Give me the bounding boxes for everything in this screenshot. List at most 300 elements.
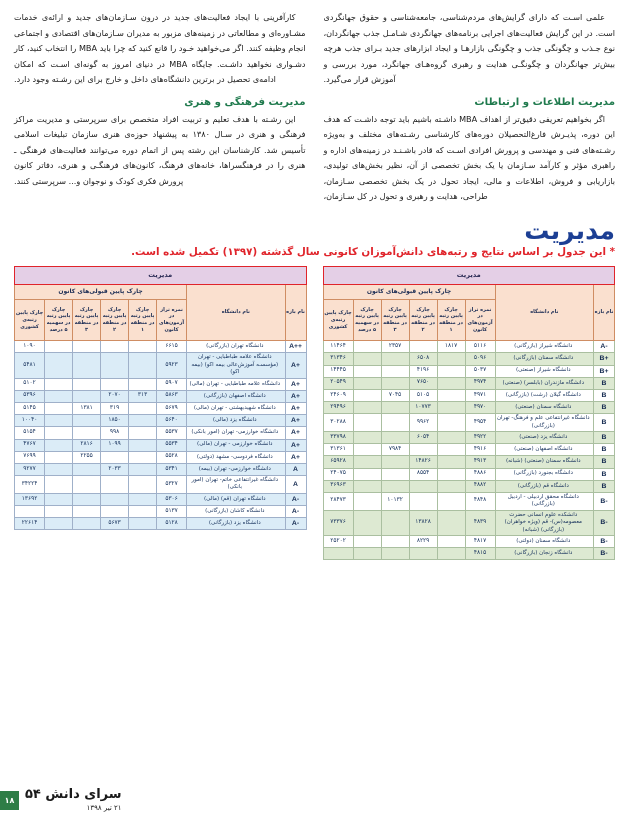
table-body [15,341,307,530]
cell-quota5 [353,492,381,510]
cell-region2: ۷۶۵۰ [409,377,437,389]
cell-region1 [129,451,157,463]
cell-region1 [129,518,157,530]
cell-university: دانشگاه سمنان (دولتی) [495,536,593,548]
col-head-taraz: نمره تراز در آزمون‌های کانون [465,300,495,341]
cell-quota5 [353,510,381,535]
col-head-region1: چارک پایین رتبه در منطقه ۱ [129,300,157,341]
cell-university: دانشگاه غیرانتفاعی علم و فرهنگ- تهران (بازرگانی) [495,414,593,432]
cell-country: ۱۳۶۹۲ [15,493,45,505]
ranking-table-continuation [323,266,616,560]
cell-region1 [437,444,465,456]
cell-country: ۹۲۷۷ [15,463,45,475]
table-row [323,402,615,414]
table-row [323,389,615,401]
cell-quota5 [45,463,73,475]
cell-region2 [101,451,129,463]
cell-taraz: ۶۶۱۵ [157,341,187,353]
section-heading-cultural-art: مدیریت فرهنگی و هنری [184,96,306,108]
paragraph: کارآفرینی با ایجاد فعالیت‌های جدید در درون سـازمان‌های جدید و ارائه‌ی خدمات مشـاوره‌ای و مطالعاتی در زمینه‌های مزبور به مدیران سـازمان‌های اقتصادی و اجتماعی انجام وظیفه کنند. اگر می‌خواهید خـود را قانع کنید که چرا باید MBA را انتخاب کنید، کار دشـواری نخواهید داشـت. جایگاه MBA در دنیای امروز به گونه‌ای اسـت که امکان ادامه‌ی تحصیل در برترین دانشگاه‌های داخل و خارج برای این رشـته وجود دارد. [14,12,306,85]
cell-quota5 [353,377,381,389]
table-row [323,365,615,377]
cell-country: ۲۴۶۰۹ [323,389,353,401]
cell-region2: ۱۰۷۷۳ [409,402,437,414]
cell-taraz: ۴۸۸۶ [465,468,495,480]
section-heading-info-communication: مدیریت اطلاعات و ارتباطات [474,96,615,108]
cell-band: A++ [285,341,306,353]
col-head-quota5: چارک پایین رتبه در سهمیه ۵ درصد [353,300,381,341]
col-head-university: نام دانشگاه [495,285,593,341]
cell-region3 [73,427,101,439]
cell-region2: ۵۶۷۳ [101,518,129,530]
cell-quota5 [353,341,381,353]
col-head-university: نام دانشگاه [187,285,285,341]
cell-taraz: ۵۳۲۷ [157,476,187,494]
cell-country: ۵۱۴۵ [15,402,45,414]
cell-university: دانشگاه خوارزمی - تهران (مالی) [187,439,285,451]
cell-country: ۴۷۶۷ [15,439,45,451]
cell-university: دانشگاه تهران (بازرگانی) [187,341,285,353]
col-head-quota5: چارک پایین رتبه در سهمیه ۵ درصد [45,300,73,341]
table-row [15,476,307,494]
col-head-region3: چارک پایین رتبه در منطقه ۳ [73,300,101,341]
cell-band: A [285,463,306,475]
cell-region3 [381,414,409,432]
table-row [15,402,307,414]
cell-band: B [594,444,615,456]
cell-region2: ۱۰۹۹ [101,439,129,451]
cell-region3: ۲۳۵۷ [381,341,409,353]
cell-university: دانشگاه شهیدبهشتی - تهران (مالی) [187,402,285,414]
cell-region1 [129,506,157,518]
cell-quota5 [353,536,381,548]
col-head-region3: چارک پایین رتبه در منطقه ۳ [381,300,409,341]
cell-taraz: ۴۹۷۴ [465,377,495,389]
cell-university: دانشگاه یزد (بازرگانی) [187,518,285,530]
cell-country [323,548,353,560]
cell-region2 [101,493,129,505]
cell-band: A+ [285,427,306,439]
col-head-region2: چارک پایین رتبه در منطقه ۲ [409,300,437,341]
cell-university: دانشگاه گیلان (رشت) (بازرگانی) [495,389,593,401]
cell-quota5 [353,365,381,377]
cell-country: ۲۰۵۴۹ [323,377,353,389]
cell-country: ۷۶۹۹ [15,451,45,463]
cell-region2: ۱۳۸۲۸ [409,510,437,535]
cell-country: ۳۶۹۶۳ [323,480,353,492]
table-title: مدیریت [15,267,307,285]
cell-band: B [594,432,615,444]
cell-country: ۵۱۰۲ [15,378,45,390]
table-row [323,353,615,365]
table-row [323,492,615,510]
cell-quota5 [45,390,73,402]
cell-country: ۳۰۲۸۸ [323,414,353,432]
cell-region3 [73,390,101,402]
cell-quota5 [45,341,73,353]
cell-university: دانشگاه کاشان (بازرگانی) [187,506,285,518]
table-row [323,414,615,432]
cell-band: A- [285,493,306,505]
cell-taraz: ۴۸۴۸ [465,492,495,510]
cell-region3 [73,463,101,475]
cell-taraz: ۴۸۱۷ [465,536,495,548]
table-row [15,493,307,505]
cell-band: B- [594,536,615,548]
cell-quota5 [353,389,381,401]
cell-band: B [594,402,615,414]
col-head-country: چارک پایین رتبه‌ی کشوری [15,300,45,341]
cell-region3 [73,415,101,427]
cell-region3 [381,548,409,560]
cell-band: A- [285,506,306,518]
table-row [323,432,615,444]
cell-band: A [285,476,306,494]
footer-inner [0,788,122,812]
cell-region2: ۹۹۸ [101,427,129,439]
cell-region3 [381,480,409,492]
cell-region3 [381,536,409,548]
col-head-country: چارک پایین رتبه‌ی کشوری [323,300,353,341]
cell-region2: ۱۴۸۲۶ [409,456,437,468]
cell-region3 [381,353,409,365]
cell-region1 [129,427,157,439]
table-row [323,468,615,480]
left-table-wrapper [323,266,616,560]
table-row [15,451,307,463]
cell-band: B [594,414,615,432]
cell-university: دانشگاه علامه طباطبایی - تهران (مالی) [187,378,285,390]
table-head [15,267,307,341]
cell-taraz: ۵۱۳۷ [157,506,187,518]
cell-region3 [73,506,101,518]
cell-region3 [381,456,409,468]
cell-region1 [129,402,157,414]
cell-band: A+ [285,451,306,463]
cell-taraz: ۴۹۱۶ [465,444,495,456]
cell-quota5 [45,451,73,463]
cell-university: دانشگاه بجنورد (بازرگانی) [495,468,593,480]
cell-university: دانشگاه فردوسی- مشهد (دولتی) [187,451,285,463]
cell-country: ۶۵۹۲۸ [323,456,353,468]
cell-region1 [437,492,465,510]
cell-university: دانشگاه اصفهان (بازرگانی) [187,390,285,402]
cell-taraz: ۵۱۲۸ [157,518,187,530]
cell-region2: ۶۰۵۴ [409,432,437,444]
cell-university: دانشگاه مازندران (بابلسر) (صنعتی) [495,377,593,389]
cell-taraz: ۴۹۷۰ [465,402,495,414]
cell-band: A- [285,518,306,530]
cell-region1 [437,414,465,432]
cell-taraz: ۵۵۲۸ [157,451,187,463]
cell-country: ۳۴۲۲۴ [15,476,45,494]
cell-region1 [437,536,465,548]
cell-taraz: ۵۱۱۶ [465,341,495,353]
cell-country: ۳۳۷۹۸ [323,432,353,444]
cell-quota5 [45,439,73,451]
table-row [323,341,615,353]
article-columns [14,10,615,212]
cell-country: ۷۳۳۷۶ [323,510,353,535]
cell-region2: ۸۵۵۴ [409,468,437,480]
cell-taraz: ۵۹۰۷ [157,378,187,390]
publication-date: ۲۱ تیر ۱۳۹۸ [86,803,122,812]
cell-quota5 [45,378,73,390]
table-row [15,439,307,451]
cell-taraz: ۴۸۱۵ [465,548,495,560]
cell-region2: ۵۱۰۵ [409,389,437,401]
cell-region3: ۲۲۵۵ [73,451,101,463]
cell-region3 [73,518,101,530]
ranking-table-main [14,266,307,530]
cell-university: دانشگاه یزد (مالی) [187,415,285,427]
table-row [15,427,307,439]
cell-region2 [101,378,129,390]
table-row [15,378,307,390]
cell-taraz: ۵۶۷۹ [157,402,187,414]
cell-region1 [129,463,157,475]
cell-region3: ۱۰۱۳۲ [381,492,409,510]
cell-country: ۵۳۹۶ [15,390,45,402]
cell-region2 [101,341,129,353]
table-row [15,415,307,427]
cell-region2: ۸۲۲۹ [409,536,437,548]
cell-country: ۲۲۶۱۴ [15,518,45,530]
cell-university: دانشگاه غیرانتفاعی خاتم- تهران (امور بانکی) [187,476,285,494]
cell-region3 [381,432,409,444]
group-header: چارک پایین قبولی‌های کانون [15,285,187,300]
cell-region1 [437,432,465,444]
paragraph: علمی اسـت که دارای گرایش‌های مردم‌شناسی، جامعه‌شناسی و حقوق جهانگردی است. در این گرایش فعالیت‌های اجرایی برنامه‌های جهانگردی شـامـل جذب جهانگردان، نوع جـذب و چگونگی جذب و چگونگی بازارهـا و ایجاد ابزارهای جدید بـرای جذب هرچه بیش‌تر جهانگردان و چگونگـی هدایت و رهبری گروه‌هـای جهانگرد، مورد بررسی و آموزش قرار می‌گیرد. [323,12,615,85]
cell-band: B [594,456,615,468]
cell-region2: ۱۸۵۰ [101,415,129,427]
cell-university: دانشگاه یزد (صنعتی) [495,432,593,444]
cell-country: ۵۱۵۴ [15,427,45,439]
page-footer [0,788,615,812]
cell-region2: ۳۱۹ [101,402,129,414]
cell-region3 [73,341,101,353]
cell-region3: ۱۳۸۱ [73,402,101,414]
cell-region2 [101,353,129,378]
cell-region1 [129,353,157,378]
cell-region1: ۳۱۳ [129,390,157,402]
cell-country: ۱۰۹۰ [15,341,45,353]
cell-region1 [437,389,465,401]
cell-quota5 [353,353,381,365]
cell-region1 [437,456,465,468]
cell-quota5 [353,432,381,444]
cell-university: دانشگاه خوارزمی- تهران (امور بانکی) [187,427,285,439]
cell-university: دانشگاه زنجان (بازرگانی) [495,548,593,560]
table-note: * این جدول بر اساس نتایج و رتبه‌های دانش‌آموزان کانونی سال گذشته (۱۳۹۷) تکمیل شده است. [131,245,615,258]
cell-country: ۲۹۴۹۶ [323,402,353,414]
cell-university: دانشکده علوم انسانی حضرت معصومه(س)- قم (ویژه خواهران) (بازرگانی) (شبانه) [495,510,593,535]
cell-band: A+ [285,390,306,402]
group-header: چارک پایین قبولی‌های کانون [323,285,495,300]
cell-quota5 [45,518,73,530]
footer-text [25,788,122,812]
cell-region3 [381,468,409,480]
table-row [15,518,307,530]
cell-region3: ۷۹۸۴ [381,444,409,456]
cell-band: B [594,480,615,492]
cell-country: ۳۱۳۶۱ [323,444,353,456]
cell-country: ۲۸۴۷۳ [323,492,353,510]
cell-band: B- [594,548,615,560]
cell-university: دانشگاه محقق اردبیلی - اردبیل (بازرگانی) [495,492,593,510]
right-table-wrapper [14,266,307,530]
cell-taraz: ۴۸۸۲ [465,480,495,492]
cell-region1: ۱۸۱۷ [437,341,465,353]
cell-band: A+ [285,378,306,390]
cell-university: دانشگاه سمنان (صنعتی) (شبانه) [495,456,593,468]
cell-taraz: ۵۸۶۳ [157,390,187,402]
cell-region1 [437,402,465,414]
cell-quota5 [45,353,73,378]
cell-region1 [129,378,157,390]
table-row [323,444,615,456]
cell-region1 [129,476,157,494]
cell-region2: ۹۹۶۲ [409,414,437,432]
cell-country: ۲۵۲۰۲ [323,536,353,548]
col-head-band: نام بازه [594,285,615,341]
cell-country: ۵۴۸۱ [15,353,45,378]
cell-region3: ۷۰۴۵ [381,389,409,401]
cell-quota5 [45,402,73,414]
col-head-band: نام بازه [285,285,306,341]
cell-region1 [129,493,157,505]
cell-taraz: ۵۳۰۶ [157,493,187,505]
cell-university: دانشگاه اصفهان (صنعتی) [495,444,593,456]
cell-region2 [409,444,437,456]
col-head-taraz: نمره تراز در آزمون‌های کانون [157,300,187,341]
cell-country: ۳۱۳۴۶ [323,353,353,365]
cell-region1 [437,353,465,365]
cell-region1 [129,415,157,427]
cell-taraz: ۵۵۳۴ [157,439,187,451]
cell-taraz: ۵۳۴۱ [157,463,187,475]
page-number-badge: ۱۸ [0,791,19,810]
cell-region1 [437,365,465,377]
cell-quota5 [45,415,73,427]
tables-row [14,266,615,560]
cell-taraz: ۵۰۹۶ [465,353,495,365]
cell-region3 [73,353,101,378]
cell-country: ۲۴۰۷۵ [323,468,353,480]
cell-band: B [594,377,615,389]
cell-region1 [129,341,157,353]
table-row [323,548,615,560]
cell-region1 [437,548,465,560]
cell-university: دانشگاه سمنان (بازرگانی) [495,353,593,365]
table-row [323,377,615,389]
table-head [323,267,615,341]
cell-band: A- [594,341,615,353]
cell-taraz: ۴۹۷۱ [465,389,495,401]
cell-region2: ۲۰۳۳ [101,463,129,475]
paragraph: اگر بخواهیم تعریفی دقیق‌تر از اهداف MBA داشـته باشیم باید توجه داشـت که هدف این دوره، پذیـرش فارغ‌التحصیلان دوره‌های کارشناسی رشـته‌های مختلف و به‌ویژه رشـته‌های فنی و مهندسی و پرورش افرادی اسـت که قادر باشـنـد در زمینه‌های اداره و راهبری مؤثر و کارآمد سـازمان یا یک بخش تخصصی از آن، نظیر بخش‌های تولیدی، بازاریابی و فروش، اطلاعات و مالی، ایجاد تحول در یک بخش تخصصی سـازمان، طراحی، هدایت و رهبری و تحول در کل سـازمان، [323,113,615,202]
cell-university: دانشگاه خوارزمی- تهران (بیمه) [187,463,285,475]
cell-region2 [409,341,437,353]
cell-taraz: ۵۵۳۷ [157,427,187,439]
cell-region3 [381,510,409,535]
cell-quota5 [353,414,381,432]
cell-band: A+ [285,415,306,427]
table-row [323,510,615,535]
cell-band: A+ [285,439,306,451]
cell-region2 [101,476,129,494]
cell-region2 [409,480,437,492]
cell-region2: ۶۵۰۸ [409,353,437,365]
cell-region1 [437,510,465,535]
cell-university: دانشگاه شیراز (بازرگانی) [495,341,593,353]
table-row [15,341,307,353]
cell-taraz: ۴۹۵۴ [465,414,495,432]
cell-taraz: ۵۶۴۰ [157,415,187,427]
table-row [323,536,615,548]
cell-university: دانشگاه تهران (قم) (مالی) [187,493,285,505]
cell-region3 [73,493,101,505]
cell-band: B+ [594,365,615,377]
cell-region3 [381,402,409,414]
cell-region2: ۲۰۷۰ [101,390,129,402]
cell-quota5 [45,427,73,439]
cell-taraz: ۴۹۱۳ [465,456,495,468]
cell-university: دانشگاه شیراز (صنعتی) [495,365,593,377]
cell-band: B- [594,492,615,510]
col-head-region2: چارک پایین رتبه در منطقه ۲ [101,300,129,341]
cell-country: ۱۱۴۶۴ [323,341,353,353]
table-row [323,456,615,468]
cell-quota5 [45,506,73,518]
paragraph: این رشـته با هدف تعلیم و تربیت افراد متخصص برای سرپرستی و مدیریت مراکز فرهنگی و هنری در سـال ۱۳۸۰ به پیشنهاد حوزه‌ی هنری سازمان تبلیغات اسلامی تأسیس شد. کارشناسان این رشته پس از اتمام دوره می‌توانند فعالیت‌های فرهنگی ـ هنری را در فرهنگسراها، خانه‌های فرهنگ، کانون‌های فرهنگـی و هنری، دفاتر کانون پرورش فکری کودک و نوجوان و... سرپرستی کنند. [14,113,306,186]
cell-region3: ۲۸۱۶ [73,439,101,451]
cell-quota5 [45,493,73,505]
cell-quota5 [353,548,381,560]
cell-university: دانشگاه علامه طباطبایی - تهران (مؤسسـه آموزش‌عالی بیمه اکو) (بیمه اکو) [187,353,285,378]
cell-quota5 [353,444,381,456]
cell-quota5 [353,402,381,414]
col-head-region1: چارک پایین رتبه در منطقه ۱ [437,300,465,341]
cell-taraz: ۴۸۳۹ [465,510,495,535]
cell-quota5 [353,456,381,468]
cell-country [15,506,45,518]
cell-region3 [73,476,101,494]
cell-country: ۱۴۴۴۵ [323,365,353,377]
table-row [15,390,307,402]
cell-region3 [381,365,409,377]
table-row [15,506,307,518]
cell-region3 [73,378,101,390]
cell-region1 [129,439,157,451]
cell-region1 [437,468,465,480]
page-title: مدیریت [524,215,615,245]
cell-band: B [594,389,615,401]
cell-quota5 [353,480,381,492]
cell-band: B+ [594,353,615,365]
cell-taraz: ۵۰۳۷ [465,365,495,377]
cell-quota5 [45,476,73,494]
cell-region3 [381,377,409,389]
article-left-column [14,10,306,196]
cell-quota5 [353,468,381,480]
cell-university: دانشگاه قم (بازرگانی) [495,480,593,492]
cell-band: B [594,468,615,480]
cell-taraz: ۴۹۲۲ [465,432,495,444]
cell-band: A+ [285,402,306,414]
table-title: مدیریت [323,267,615,285]
table-row [15,463,307,475]
